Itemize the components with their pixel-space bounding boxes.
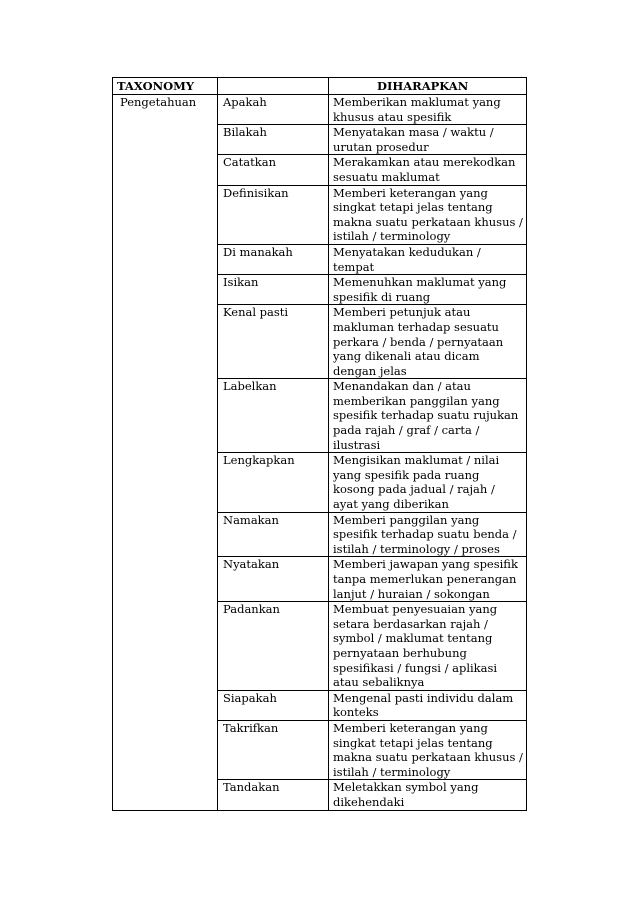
description-cell: Mengisikan maklumat / nilai yang spesifik pada ruang kosong pada jadual / rajah / ayat yang diberikan bbox=[329, 453, 527, 512]
header-keyword bbox=[218, 78, 329, 95]
keyword-cell: Bilakah bbox=[218, 125, 329, 155]
keyword-cell: Di manakah bbox=[218, 244, 329, 274]
table-row bbox=[113, 185, 527, 244]
description-cell: Memberikan maklumat yang khusus atau spesifik bbox=[329, 95, 527, 125]
table-row bbox=[113, 155, 527, 185]
keyword-cell: Takrifkan bbox=[218, 720, 329, 779]
keyword-cell: Namakan bbox=[218, 512, 329, 557]
category-cell bbox=[113, 557, 218, 602]
description-cell: Mengenal pasti individu dalam konteks bbox=[329, 690, 527, 720]
header-taxonomy: TAXONOMY bbox=[113, 78, 218, 95]
keyword-cell: Isikan bbox=[218, 275, 329, 305]
category-cell bbox=[113, 305, 218, 379]
keyword-cell: Lengkapkan bbox=[218, 453, 329, 512]
description-cell: Merakamkan atau merekodkan sesuatu maklumat bbox=[329, 155, 527, 185]
keyword-cell: Tandakan bbox=[218, 780, 329, 810]
keyword-cell: Siapakah bbox=[218, 690, 329, 720]
keyword-cell: Definisikan bbox=[218, 185, 329, 244]
category-cell bbox=[113, 125, 218, 155]
table-row bbox=[113, 602, 527, 691]
description-cell: Memberi jawapan yang spesifik tanpa memerlukan penerangan lanjut / huraian / sokongan bbox=[329, 557, 527, 602]
table-row bbox=[113, 125, 527, 155]
category-cell bbox=[113, 453, 218, 512]
table-row bbox=[113, 453, 527, 512]
keyword-cell: Nyatakan bbox=[218, 557, 329, 602]
description-cell: Menyatakan masa / waktu / urutan prosedur bbox=[329, 125, 527, 155]
keyword-cell: Padankan bbox=[218, 602, 329, 691]
category-cell bbox=[113, 780, 218, 810]
table-row bbox=[113, 305, 527, 379]
category-cell bbox=[113, 275, 218, 305]
description-cell: Memenuhkan maklumat yang spesifik di ruang bbox=[329, 275, 527, 305]
category-cell bbox=[113, 720, 218, 779]
table-row bbox=[113, 780, 527, 810]
table-row bbox=[113, 512, 527, 557]
table-row bbox=[113, 275, 527, 305]
description-cell: Menyatakan kedudukan / tempat bbox=[329, 244, 527, 274]
table-row bbox=[113, 95, 527, 125]
description-cell: Memberi panggilan yang spesifik terhadap suatu benda / istilah / terminology / proses bbox=[329, 512, 527, 557]
description-cell: Memberi keterangan yang singkat tetapi jelas tentang makna suatu perkataan khusus / istilah / terminology bbox=[329, 720, 527, 779]
table-row bbox=[113, 557, 527, 602]
category-cell: Pengetahuan bbox=[113, 95, 218, 125]
category-cell bbox=[113, 379, 218, 453]
category-cell bbox=[113, 185, 218, 244]
table-body bbox=[113, 95, 527, 811]
description-cell: Meletakkan symbol yang dikehendaki bbox=[329, 780, 527, 810]
table-row bbox=[113, 244, 527, 274]
description-cell: Membuat penyesuaian yang setara berdasarkan rajah / symbol / maklumat tentang pernyataan berhubung spesifikasi / fungsi / aplikasi atau sebaliknya bbox=[329, 602, 527, 691]
header-diharapkan: DIHARAPKAN bbox=[329, 78, 527, 95]
table-header-row bbox=[113, 78, 527, 95]
category-cell bbox=[113, 602, 218, 691]
keyword-cell: Catatkan bbox=[218, 155, 329, 185]
description-cell: Memberi keterangan yang singkat tetapi jelas tentang makna suatu perkataan khusus / istilah / terminology bbox=[329, 185, 527, 244]
description-cell: Menandakan dan / atau memberikan panggilan yang spesifik terhadap suatu rujukan pada rajah / graf / carta / ilustrasi bbox=[329, 379, 527, 453]
table-row bbox=[113, 720, 527, 779]
category-cell bbox=[113, 155, 218, 185]
description-cell: Memberi petunjuk atau makluman terhadap sesuatu perkara / benda / pernyataan yang dikenali atau dicam dengan jelas bbox=[329, 305, 527, 379]
keyword-cell: Apakah bbox=[218, 95, 329, 125]
table-row bbox=[113, 690, 527, 720]
table-row bbox=[113, 379, 527, 453]
category-cell bbox=[113, 690, 218, 720]
taxonomy-table bbox=[112, 77, 527, 811]
category-cell bbox=[113, 512, 218, 557]
keyword-cell: Kenal pasti bbox=[218, 305, 329, 379]
category-cell bbox=[113, 244, 218, 274]
keyword-cell: Labelkan bbox=[218, 379, 329, 453]
